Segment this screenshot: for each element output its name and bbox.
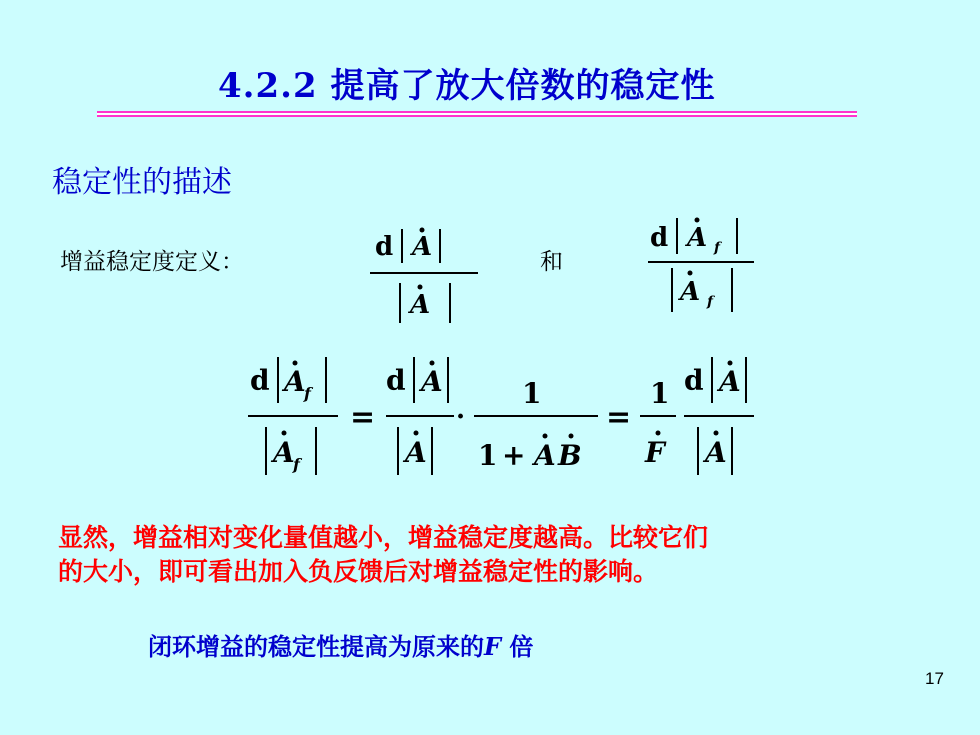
gain-A: A <box>687 223 708 253</box>
differential-d: d <box>386 364 406 397</box>
multiply-dot: · <box>456 402 466 432</box>
section-heading: 稳定性的描述 <box>52 165 232 200</box>
subscript-f: f <box>304 384 311 403</box>
note-line: 显然，增益相对变化量值越小，增益稳定度越高。比较它们 <box>58 523 709 552</box>
plus-sign: + <box>502 439 526 472</box>
subscript-f: f <box>707 294 714 310</box>
title-divider <box>97 111 857 117</box>
definition-label: 增益稳定度定义： <box>60 249 244 275</box>
gain-A: A <box>705 436 727 469</box>
differential-d: d <box>250 364 270 397</box>
explanation-note <box>58 521 938 589</box>
feedback-depth-F: F <box>645 436 665 469</box>
conclusion-text <box>148 627 533 662</box>
equals-sign: = <box>350 400 376 435</box>
equals-sign: = <box>606 400 632 435</box>
gain-A: A <box>719 365 741 398</box>
slide-title: 4.2.2 提高了放大倍数的稳定性 <box>218 66 716 106</box>
gain-A: A <box>273 436 295 469</box>
and-label: 和 <box>540 249 563 275</box>
gain-A: A <box>534 439 556 472</box>
note-line: 的大小，即可看出加入负反馈后对增益稳定性的影响。 <box>58 557 659 586</box>
conclusion-variable: F <box>484 632 502 661</box>
feedback-B: B <box>558 439 582 472</box>
stability-derivation-formula <box>240 345 770 485</box>
subscript-f: f <box>714 240 721 256</box>
gain-A: A <box>284 365 306 398</box>
conclusion-prefix: 闭环增益的稳定性提高为原来的 <box>148 633 484 661</box>
gain-A: A <box>410 290 431 320</box>
conclusion-suffix: 倍 <box>509 633 534 661</box>
numerator-one: 1 <box>522 377 542 410</box>
definition-formula-open-loop <box>360 205 490 330</box>
differential-d: d <box>650 223 669 253</box>
numerator-one: 1 <box>650 377 670 410</box>
differential-d: d <box>684 364 704 397</box>
gain-A: A <box>421 365 443 398</box>
gain-A: A <box>405 436 427 469</box>
page-number: 17 <box>925 669 944 688</box>
gain-A: A <box>412 232 433 262</box>
denominator-one: 1 <box>478 439 498 472</box>
differential-d: d <box>375 232 394 262</box>
definition-formula-closed-loop <box>642 200 772 325</box>
subscript-f: f <box>293 455 300 474</box>
gain-A: A <box>680 277 701 307</box>
